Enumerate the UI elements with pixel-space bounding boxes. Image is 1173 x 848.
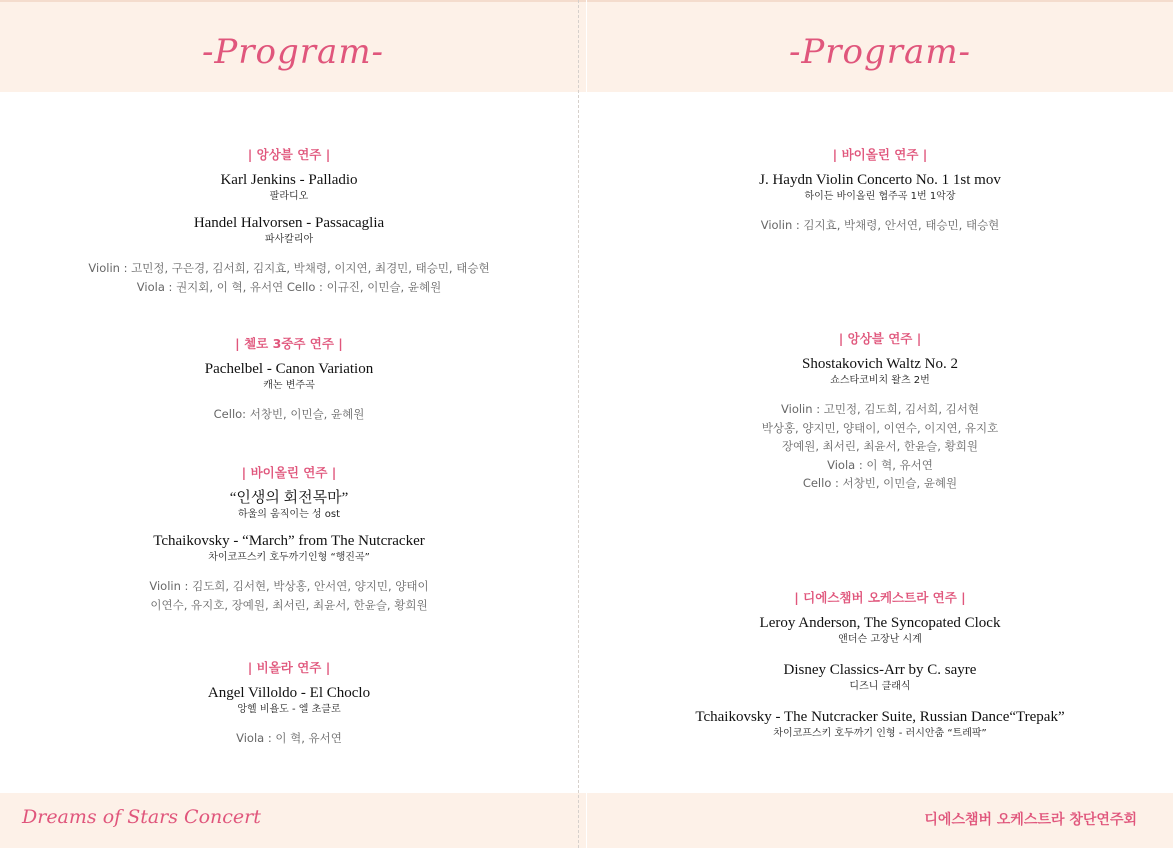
performers-list — [0, 577, 578, 614]
performers-line: Cello : 서창빈, 이민슬, 윤혜원 — [802, 476, 958, 490]
right-page — [587, 0, 1173, 848]
program-piece — [587, 661, 1173, 694]
piece-title: J. Haydn Violin Concerto No. 1 1st mov — [759, 172, 1001, 188]
page-fold-line — [578, 0, 579, 848]
piece-title: Angel Villoldo - El Choclo — [207, 685, 371, 701]
piece-subtitle: 하울의 움직이는 성 ost — [237, 509, 341, 520]
left-header-band — [0, 0, 586, 92]
performers-list — [0, 405, 578, 424]
orchestra-name-footer: 디에스챔버 오케스트라 창단연주회 — [924, 812, 1137, 828]
piece-title: “인생의 회전목마” — [229, 490, 349, 506]
piece-subtitle: 하이든 바이올린 협주곡 1번 1악장 — [804, 191, 956, 202]
left-section-ensemble — [0, 145, 578, 296]
piece-subtitle: 차이코프스키 호두까기 인형 - 러시안춤 “트레팍” — [773, 728, 987, 739]
left-section-viola — [0, 658, 578, 748]
piece-title: Pachelbel - Canon Variation — [204, 361, 374, 377]
program-piece — [0, 489, 578, 522]
piece-subtitle: 팔라디오 — [269, 191, 309, 202]
performers-line: Violin : 김도희, 김서현, 박상홍, 안서연, 양지민, 양태이 — [149, 579, 429, 593]
concert-name-footer: Dreams of Stars Concert — [22, 806, 261, 828]
performers-list — [587, 400, 1173, 493]
right-section-violin — [587, 145, 1173, 235]
right-page-title: -Program- — [788, 32, 972, 72]
program-piece — [0, 360, 578, 393]
performers-line: Cello: 서창빈, 이민슬, 윤혜원 — [213, 407, 365, 421]
piece-title: Handel Halvorsen - Passacaglia — [193, 215, 385, 231]
section-label: | 디에스챔버 오케스트라 연주 | — [794, 590, 966, 605]
program-piece — [587, 614, 1173, 647]
right-header-band — [587, 0, 1173, 92]
performers-line: Viola : 권지회, 이 혁, 유서연 Cello : 이규진, 이민슬, 윤혜원 — [136, 279, 442, 294]
section-label: | 앙상블 연주 | — [247, 147, 331, 162]
right-section-ensemble — [587, 329, 1173, 493]
piece-subtitle: 캐논 변주곡 — [263, 380, 315, 391]
program-piece — [0, 171, 578, 204]
section-label: | 바이올린 연주 | — [832, 147, 928, 162]
section-label: | 앙상블 연주 | — [838, 331, 922, 346]
piece-subtitle: 파사칼리아 — [264, 234, 314, 245]
program-piece — [0, 684, 578, 717]
program-piece — [587, 171, 1173, 204]
piece-subtitle: 앤더슨 고장난 시계 — [838, 634, 922, 645]
left-page — [0, 0, 586, 848]
piece-subtitle: 디즈니 클래식 — [849, 681, 911, 692]
piece-subtitle: 쇼스타코비치 왈츠 2번 — [830, 375, 930, 386]
piece-title: Tchaikovsky - The Nutcracker Suite, Russian Dance“Trepak” — [695, 709, 1065, 725]
performers-list — [0, 259, 578, 296]
section-label: | 첼로 3중주 연주 | — [235, 336, 343, 351]
performers-line: Violin : 고민정, 구은경, 김서희, 김지효, 박채령, 이지연, 최경민, 태승민, 태승현 — [88, 261, 490, 275]
program-piece — [0, 532, 578, 565]
piece-subtitle: 차이코프스키 호두까기인형 “행진곡” — [208, 552, 370, 563]
performers-line: Viola : 이 혁, 유서연 — [827, 457, 933, 472]
performers-line: Viola : 이 혁, 유서연 — [236, 731, 342, 745]
piece-title: Karl Jenkins - Palladio — [220, 172, 358, 188]
performers-line: 박상홍, 양지민, 양태이, 이연수, 이지연, 유지호 — [761, 420, 999, 435]
performers-line: 이연수, 유지호, 장예원, 최서린, 최윤서, 한윤슬, 황희원 — [150, 597, 428, 612]
left-section-cello-trio — [0, 334, 578, 424]
program-piece — [587, 355, 1173, 388]
left-page-title: -Program- — [201, 32, 385, 72]
performers-line: 장예원, 최서린, 최윤서, 한윤슬, 황희원 — [782, 439, 978, 453]
program-piece — [0, 214, 578, 247]
performers-line: Violin : 김지효, 박채령, 안서연, 태승민, 태승현 — [760, 218, 1000, 232]
right-section-orchestra — [587, 588, 1173, 751]
section-label: | 바이올린 연주 | — [241, 465, 337, 480]
program-piece — [587, 708, 1173, 741]
section-label: | 비올라 연주 | — [247, 660, 331, 675]
piece-title: Disney Classics-Arr by C. sayre — [783, 662, 977, 678]
piece-title: Tchaikovsky - “March” from The Nutcracker — [153, 533, 425, 549]
performers-line: Violin : 고민정, 김도희, 김서희, 김서현 — [781, 402, 979, 416]
piece-title: Shostakovich Waltz No. 2 — [802, 356, 958, 372]
performers-list — [0, 729, 578, 748]
performers-list — [587, 216, 1173, 235]
piece-title: Leroy Anderson, The Syncopated Clock — [759, 615, 1001, 631]
piece-subtitle: 앙헬 비욜도 - 엘 초클로 — [237, 704, 341, 715]
left-section-violin — [0, 463, 578, 614]
